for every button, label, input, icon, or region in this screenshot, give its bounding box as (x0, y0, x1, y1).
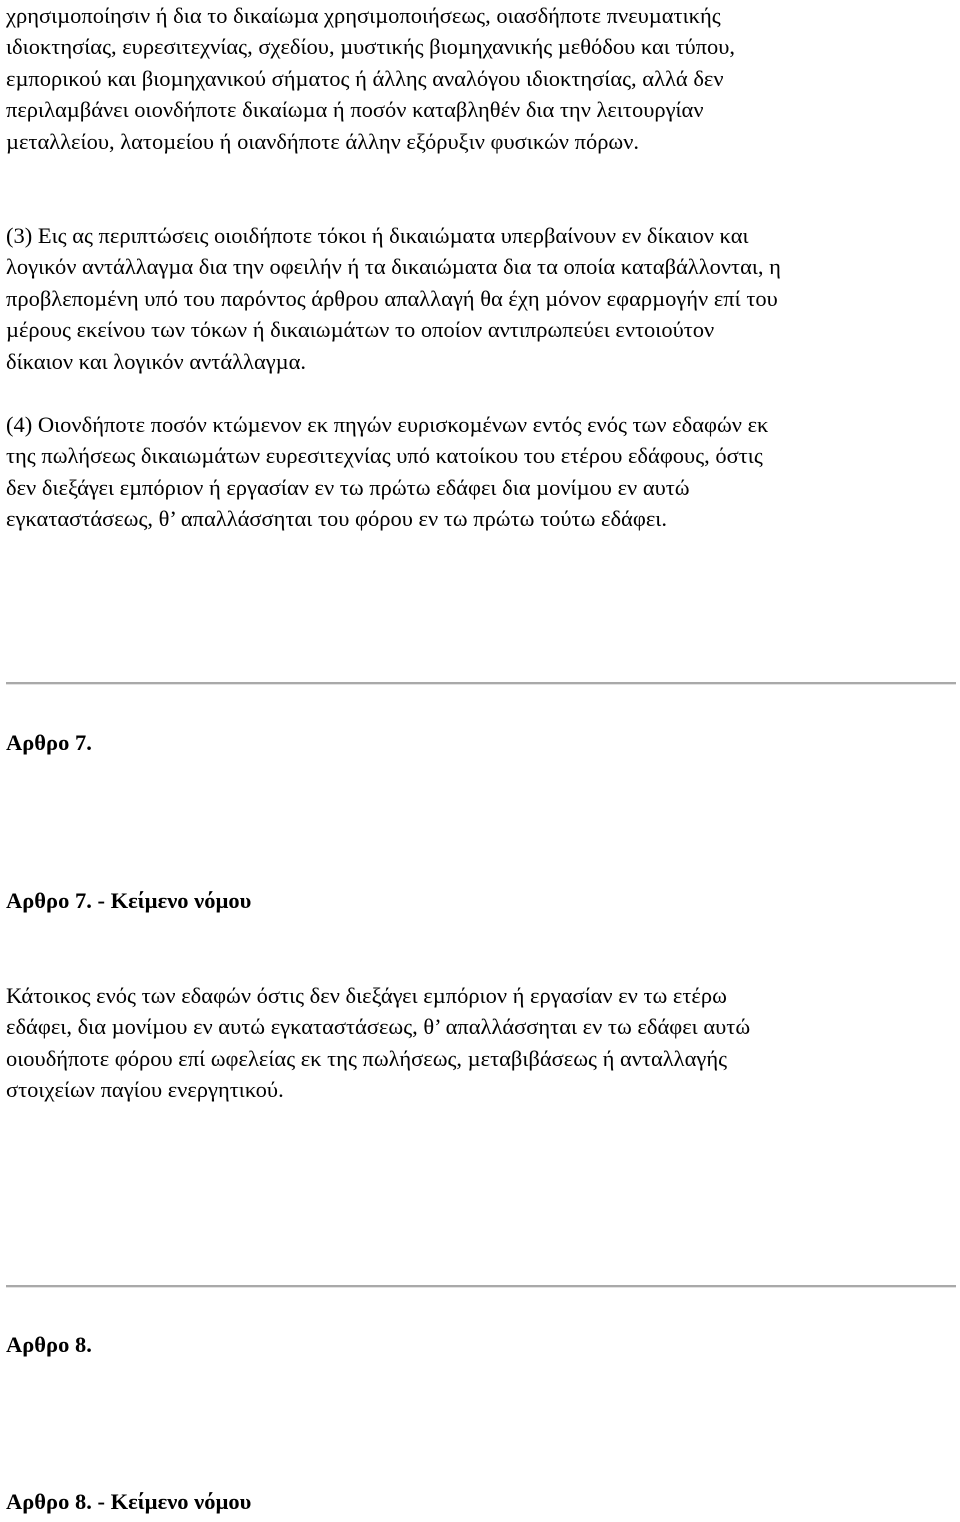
article-7-text-heading: Αρθρο 7. - Κείµενο νόµου (6, 888, 252, 913)
paragraph-4 (6, 409, 956, 535)
text-line: δεν διεξάγει εµπόριον ή εργασίαν εν τω πρώτω εδάφει δια µονίµου εν αυτώ (6, 474, 690, 500)
text-line: (4) Οιονδήποτε ποσόν κτώµενον εκ πηγών ευρισκοµένων εντός ενός των εδαφών εκ (6, 412, 769, 437)
text-line: χρησιµοποίησιν ή δια το δικαίωµα χρησιµοποιήσεως, οιασδήποτε πνευµατικής (6, 3, 721, 28)
horizontal-divider (6, 1285, 956, 1288)
text-line: περιλαµβάνει οιονδήποτε δικαίωµα ή ποσόν καταβληθέν δια την λειτουργίαν (6, 97, 704, 123)
text-line: ιδιοκτησίας, ευρεσιτεχνίας, σχεδίου, µυστικής βιοµηχανικής µεθόδου και τύπου, (6, 34, 736, 60)
article-8-heading: Αρθρο 8. (6, 1332, 92, 1357)
text-line: µέρους εκείνου των τόκων ή δικαιωµάτων το οποίον αντιπρωπεύει εντοιούτον (6, 317, 715, 343)
text-line: εµπορικού και βιοµηχανικού σήµατος ή άλλης αναλόγου ιδιοκτησίας, αλλά δεν (6, 65, 724, 91)
text-line: προβλεποµένη υπό του παρόντος άρθρου απαλλαγή θα έχη µόνον εφαρµογήν επί του (6, 285, 778, 311)
article-7-text (6, 980, 956, 1106)
article-7-heading: Αρθρο 7. (6, 730, 92, 755)
top-paragraph (6, 0, 956, 157)
paragraph-3 (6, 220, 956, 377)
text-line: Κάτοικος ενός των εδαφών όστις δεν διεξάγει εµπόριον ή εργασίαν εν τω ετέρω (6, 983, 727, 1008)
text-line: (3) Εις ας περιπτώσεις οιοιδήποτε τόκοι ή δικαιώµατα υπερβαίνουν εν δίκαιον και (6, 223, 749, 248)
text-line: µεταλλείου, λατοµείου ή οιανδήποτε άλλην εξόρυξιν φυσικών πόρων. (6, 128, 640, 154)
text-line: δίκαιον και λογικόν αντάλλαγµα. (6, 348, 307, 374)
horizontal-divider (6, 682, 956, 685)
text-line: οιουδήποτε φόρου επί ωφελείας εκ της πωλήσεως, µεταβιβάσεως ή ανταλλαγής (6, 1045, 727, 1071)
article-8-text-heading: Αρθρο 8. - Κείµενο νόµου (6, 1489, 252, 1514)
text-line: της πωλήσεως δικαιωµάτων ευρεσιτεχνίας υπό κατοίκου του ετέρου εδάφους, όστις (6, 443, 763, 469)
text-line: λογικόν αντάλλαγµα δια την οφειλήν ή τα δικαιώµατα δια τα οποία καταβάλλονται, η (6, 254, 781, 280)
text-line: στοιχείων παγίου ενεργητικού. (6, 1077, 284, 1103)
text-line: εδάφει, δια µονίµου εν αυτώ εγκαταστάσεως, θ’ απαλλάσσηται εν τω εδάφει αυτώ (6, 1014, 751, 1040)
text-line: εγκαταστάσεως, θ’ απαλλάσσηται του φόρου εν τω πρώτω τούτω εδάφει. (6, 506, 667, 532)
